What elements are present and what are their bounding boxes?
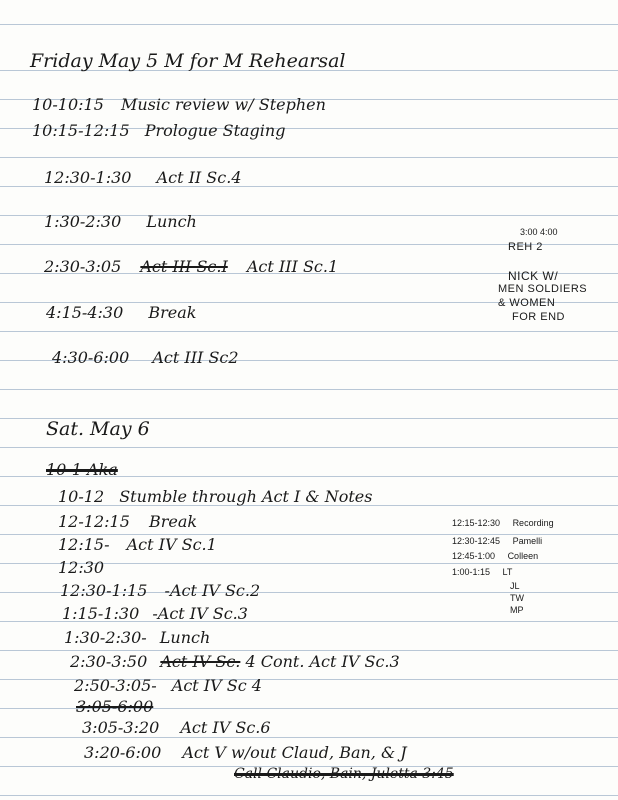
saturday-row <box>74 678 262 694</box>
time: 10-12 <box>58 487 105 506</box>
activity: Break <box>148 512 198 531</box>
time: 1:30-2:30- <box>64 628 147 647</box>
activity: Stumble through Act I & Notes <box>119 487 373 506</box>
time: 12:30 <box>58 558 105 577</box>
activity: Break <box>148 303 197 322</box>
time: 4:30-6:00 <box>52 348 130 367</box>
activity: -Act IV Sc.2 <box>164 581 261 600</box>
name: Pamelli <box>512 536 543 546</box>
saturday-row <box>58 560 104 576</box>
saturday-row <box>82 720 271 736</box>
crossed-out-call-note: Call Claudio, Bain, Juletta 3:45 <box>234 766 454 782</box>
friday-row <box>52 350 239 366</box>
friday-row <box>32 97 326 113</box>
time: 2:50-3:05- <box>74 676 157 695</box>
side-note-time: 3:00 4:00 <box>520 227 558 237</box>
activity: Act V w/out Claud, Ban, & J <box>182 743 407 762</box>
saturday-heading: Sat. May 6 <box>46 418 150 440</box>
activity: Act IV Sc 4 <box>171 676 262 695</box>
friday-row <box>44 259 338 275</box>
side-initials: MP <box>510 605 524 615</box>
time: 12:30-1:30 <box>44 168 132 187</box>
name: LT <box>502 567 513 577</box>
activity: Act IV Sc.1 <box>126 535 217 554</box>
time: 3:20-6:00 <box>84 743 162 762</box>
friday-row <box>44 170 242 186</box>
activity: Act III Sc2 <box>152 348 239 367</box>
side-note-line: & WOMEN <box>498 297 556 309</box>
side-initials: TW <box>510 593 524 603</box>
time: 2:30-3:05 <box>44 257 122 276</box>
side-schedule-row <box>452 552 538 561</box>
friday-row <box>46 305 196 321</box>
activity: Act II Sc.4 <box>156 168 242 187</box>
time: 3:05-3:20 <box>82 718 160 737</box>
struck-activity: Act III Sc.I <box>140 257 228 276</box>
side-initials: JL <box>510 581 520 591</box>
time: 12:15- <box>58 535 110 554</box>
side-note-line: MEN SOLDIERS <box>498 283 588 295</box>
time: 12:30-12:45 <box>452 536 501 546</box>
time: 12:15-12:30 <box>452 518 501 528</box>
activity: Lunch <box>159 628 211 647</box>
crossed-out-line: 10-1 Aka <box>46 460 118 479</box>
side-note-line: NICK W/ <box>508 269 559 283</box>
activity: -Act IV Sc.3 <box>152 604 248 623</box>
page-header: Friday May 5 M for M Rehearsal <box>30 50 346 72</box>
time: 1:30-2:30 <box>44 212 122 231</box>
friday-row <box>32 123 285 139</box>
saturday-row <box>58 514 197 530</box>
struck-activity: Act IV Sc. <box>160 652 241 671</box>
time: 12:45-1:00 <box>452 551 496 561</box>
saturday-row <box>58 537 217 553</box>
time: 1:15-1:30 <box>62 604 140 623</box>
side-schedule-row <box>452 537 542 546</box>
friday-row <box>44 214 197 230</box>
side-note-title: REH 2 <box>508 241 543 253</box>
time: 1:00-1:15 <box>452 567 491 577</box>
name: Colleen <box>507 551 539 561</box>
time: 2:30-3:50 <box>70 652 148 671</box>
crossed-out-row: 3:05-6:00 <box>76 697 154 716</box>
side-note-line: FOR END <box>512 311 565 323</box>
time: 4:15-4:30 <box>46 303 124 322</box>
saturday-row <box>60 583 260 599</box>
activity: Act IV Sc.6 <box>180 718 271 737</box>
activity: Act III Sc.1 <box>246 257 339 276</box>
saturday-row <box>62 606 248 622</box>
saturday-row <box>58 489 372 505</box>
time: 12-12:15 <box>58 512 130 531</box>
side-schedule-row <box>452 568 512 577</box>
saturday-row <box>70 654 400 670</box>
side-schedule-row <box>452 519 554 528</box>
activity: Prologue Staging <box>144 121 286 140</box>
activity: Music review w/ Stephen <box>120 95 326 114</box>
saturday-row <box>84 745 407 761</box>
time: 12:30-1:15 <box>60 581 148 600</box>
name: Recording <box>512 518 554 528</box>
activity: 4 Cont. Act IV Sc.3 <box>245 652 400 671</box>
time: 10-10:15 <box>32 95 104 114</box>
activity: Lunch <box>146 212 197 231</box>
time: 10:15-12:15 <box>32 121 130 140</box>
saturday-row <box>64 630 210 646</box>
